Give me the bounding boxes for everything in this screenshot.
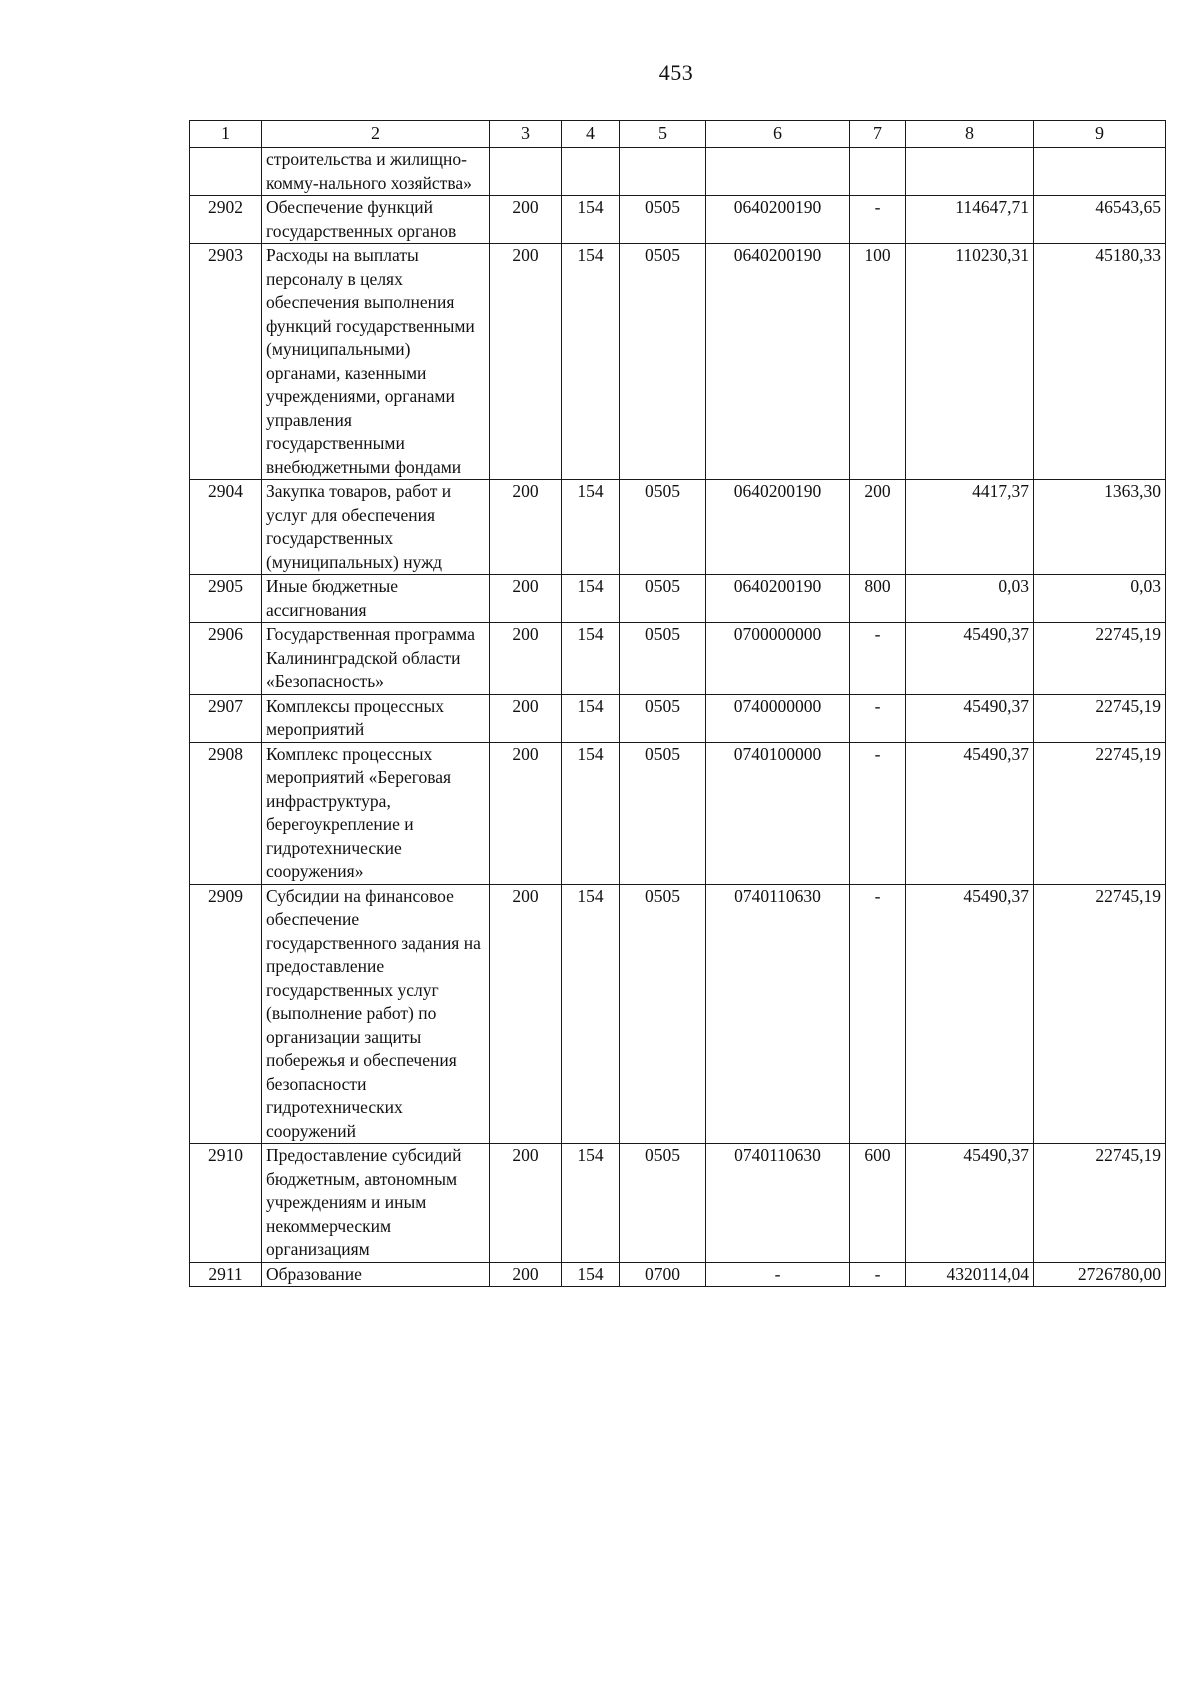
table-row: [190, 244, 1166, 480]
header-cell: 5: [620, 121, 706, 148]
page-number: 453: [658, 60, 694, 85]
cell-col5: 0505: [620, 196, 706, 244]
cell-col8: 45490,37: [906, 1144, 1034, 1263]
cell-col6: 0740100000: [706, 742, 850, 884]
cell-col3: 200: [490, 623, 562, 695]
cell-col7: 800: [850, 575, 906, 623]
cell-col6: 0640200190: [706, 196, 850, 244]
cell-col5: 0505: [620, 623, 706, 695]
cell-col8: 114647,71: [906, 196, 1034, 244]
cell-col7: -: [850, 196, 906, 244]
cell-col3: 200: [490, 244, 562, 480]
cell-col6: -: [706, 1262, 850, 1287]
row-number: 2903: [190, 244, 262, 480]
cell-col4: 154: [562, 196, 620, 244]
cell-col3: 200: [490, 742, 562, 884]
cell-col5: 0505: [620, 244, 706, 480]
cell-col9: 0,03: [1034, 575, 1166, 623]
cell-col4: 154: [562, 575, 620, 623]
header-cell: 4: [562, 121, 620, 148]
cell-col5: 0505: [620, 575, 706, 623]
cell-col5: 0505: [620, 480, 706, 575]
header-cell: 7: [850, 121, 906, 148]
cell-col5: 0505: [620, 884, 706, 1144]
row-number: 2905: [190, 575, 262, 623]
row-description: Комплекс процессных мероприятий «Береговая инфраструктура, берегоукрепление и гидротехнические сооружения»: [262, 742, 490, 884]
header-cell: 6: [706, 121, 850, 148]
row-number: [190, 148, 262, 196]
table-row: [190, 694, 1166, 742]
cell-col9: 22745,19: [1034, 623, 1166, 695]
cell-col6: 0740110630: [706, 884, 850, 1144]
cell-col7: -: [850, 884, 906, 1144]
cell-col8: 4417,37: [906, 480, 1034, 575]
cell-col4: 154: [562, 1144, 620, 1263]
row-description: Образование: [262, 1262, 490, 1287]
cell-col6: [706, 148, 850, 196]
table-row: [190, 480, 1166, 575]
budget-table: [189, 120, 1166, 1287]
header-cell: 2: [262, 121, 490, 148]
cell-col9: 45180,33: [1034, 244, 1166, 480]
cell-col8: 45490,37: [906, 694, 1034, 742]
cell-col3: [490, 148, 562, 196]
cell-col6: 0640200190: [706, 480, 850, 575]
cell-col6: 0640200190: [706, 575, 850, 623]
row-number: 2909: [190, 884, 262, 1144]
header-cell: 8: [906, 121, 1034, 148]
cell-col8: 45490,37: [906, 742, 1034, 884]
cell-col6: 0640200190: [706, 244, 850, 480]
cell-col6: 0740110630: [706, 1144, 850, 1263]
row-description: Государственная программа Калининградской области «Безопасность»: [262, 623, 490, 695]
cell-col7: 600: [850, 1144, 906, 1263]
row-description: Комплексы процессных мероприятий: [262, 694, 490, 742]
cell-col3: 200: [490, 694, 562, 742]
header-cell: 9: [1034, 121, 1166, 148]
cell-col4: [562, 148, 620, 196]
table-row: [190, 196, 1166, 244]
row-number: 2902: [190, 196, 262, 244]
cell-col3: 200: [490, 884, 562, 1144]
cell-col9: 22745,19: [1034, 742, 1166, 884]
cell-col9: 1363,30: [1034, 480, 1166, 575]
cell-col7: -: [850, 694, 906, 742]
row-number: 2907: [190, 694, 262, 742]
cell-col5: 0505: [620, 1144, 706, 1263]
row-description: Закупка товаров, работ и услуг для обеспечения государственных (муниципальных) нужд: [262, 480, 490, 575]
row-number: 2908: [190, 742, 262, 884]
table-row: [190, 148, 1166, 196]
cell-col3: 200: [490, 480, 562, 575]
cell-col4: 154: [562, 244, 620, 480]
cell-col5: 0505: [620, 742, 706, 884]
cell-col7: 100: [850, 244, 906, 480]
cell-col9: 2726780,00: [1034, 1262, 1166, 1287]
cell-col9: 22745,19: [1034, 884, 1166, 1144]
cell-col4: 154: [562, 1262, 620, 1287]
row-description: Субсидии на финансовое обеспечение государственного задания на предоставление государственных услуг (выполнение работ) по организации защиты побережья и обеспечения безопасности гидротехнических сооружений: [262, 884, 490, 1144]
cell-col7: -: [850, 1262, 906, 1287]
header-cell: 3: [490, 121, 562, 148]
cell-col5: 0505: [620, 694, 706, 742]
cell-col6: 0740000000: [706, 694, 850, 742]
row-number: 2906: [190, 623, 262, 695]
cell-col4: 154: [562, 742, 620, 884]
cell-col9: 22745,19: [1034, 694, 1166, 742]
table-row: [190, 1262, 1166, 1287]
table-row: [190, 575, 1166, 623]
row-description: Предоставление субсидий бюджетным, автономным учреждениям и иным некоммерческим организациям: [262, 1144, 490, 1263]
row-description: Иные бюджетные ассигнования: [262, 575, 490, 623]
row-number: 2911: [190, 1262, 262, 1287]
header-row: [190, 121, 1166, 148]
cell-col9: [1034, 148, 1166, 196]
row-description: Обеспечение функций государственных органов: [262, 196, 490, 244]
cell-col9: 46543,65: [1034, 196, 1166, 244]
cell-col4: 154: [562, 480, 620, 575]
header-cell: 1: [190, 121, 262, 148]
cell-col7: 200: [850, 480, 906, 575]
cell-col6: 0700000000: [706, 623, 850, 695]
table-row: [190, 623, 1166, 695]
cell-col5: [620, 148, 706, 196]
table-row: [190, 742, 1166, 884]
cell-col7: -: [850, 742, 906, 884]
cell-col4: 154: [562, 694, 620, 742]
row-number: 2910: [190, 1144, 262, 1263]
cell-col3: 200: [490, 1262, 562, 1287]
cell-col9: 22745,19: [1034, 1144, 1166, 1263]
cell-col4: 154: [562, 623, 620, 695]
cell-col8: 0,03: [906, 575, 1034, 623]
row-description: строительства и жилищно-комму-нального хозяйства»: [262, 148, 490, 196]
table-row: [190, 1144, 1166, 1263]
cell-col8: 110230,31: [906, 244, 1034, 480]
row-description: Расходы на выплаты персоналу в целях обеспечения выполнения функций государственными (муниципальными) органами, казенными учреждениями, органами управления государственными внебюджетными фондами: [262, 244, 490, 480]
cell-col5: 0700: [620, 1262, 706, 1287]
table-row: [190, 884, 1166, 1144]
cell-col7: -: [850, 623, 906, 695]
cell-col8: 45490,37: [906, 884, 1034, 1144]
cell-col8: 4320114,04: [906, 1262, 1034, 1287]
cell-col3: 200: [490, 575, 562, 623]
cell-col3: 200: [490, 196, 562, 244]
cell-col7: [850, 148, 906, 196]
row-number: 2904: [190, 480, 262, 575]
cell-col8: 45490,37: [906, 623, 1034, 695]
cell-col3: 200: [490, 1144, 562, 1263]
cell-col8: [906, 148, 1034, 196]
cell-col4: 154: [562, 884, 620, 1144]
